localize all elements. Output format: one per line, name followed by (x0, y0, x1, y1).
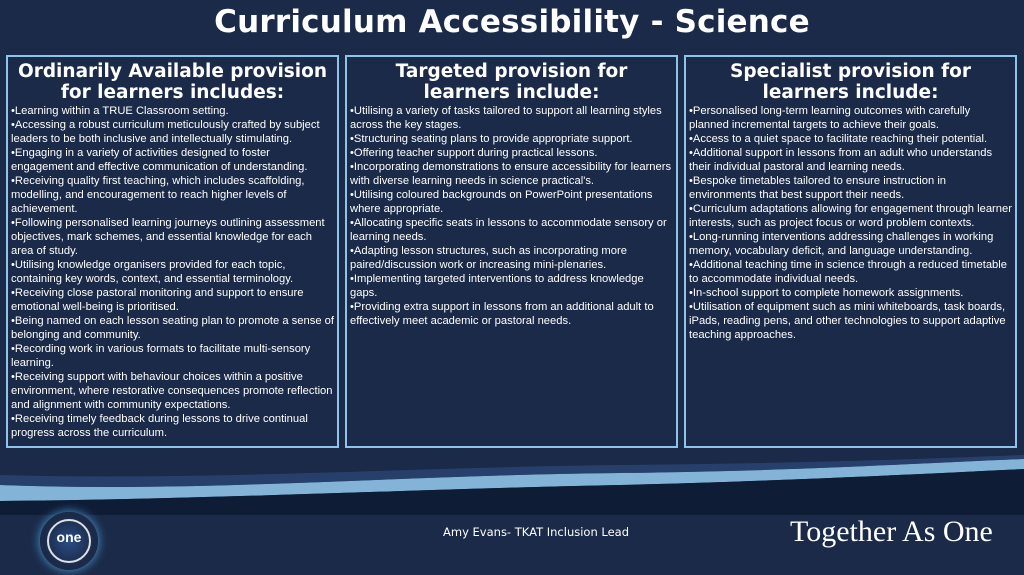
one-logo (40, 512, 98, 570)
list-item: • Additional teaching time in science through a reduced timetable to accommodate individual needs. (689, 258, 1012, 286)
list-item: • Structuring seating plans to provide appropriate support. (350, 132, 673, 146)
specialist-provision-panel (684, 55, 1017, 448)
list-item: • Additional support in lessons from an adult who understands their individual pastoral and learning needs. (689, 146, 1012, 174)
list-item: • Offering teacher support during practical lessons. (350, 146, 673, 160)
list-item: • Utilising coloured backgrounds on PowerPoint presentations where appropriate. (350, 188, 673, 216)
list-item: • In-school support to complete homework assignments. (689, 286, 1012, 300)
footer-credit: Amy Evans- TKAT Inclusion Lead (443, 525, 630, 539)
list-item: • Receiving close pastoral monitoring and support to ensure emotional well-being is prioritised. (11, 286, 334, 314)
ordinary-provision-panel (6, 55, 339, 448)
list-item: • Recording work in various formats to facilitate multi-sensory learning. (11, 342, 334, 370)
ordinary-provision-list (11, 104, 334, 440)
list-item: • Personalised long-term learning outcomes with carefully planned incremental targets to achieve their goals. (689, 104, 1012, 132)
list-item: • Following personalised learning journeys outlining assessment objectives, mark schemes, and essential knowledge for each area of study. (11, 216, 334, 258)
list-item: • Receiving support with behaviour choices within a positive environment, where restorative consequences promote reflection and alignment with community expectations. (11, 370, 334, 412)
targeted-provision-list (350, 104, 673, 328)
decorative-wave (0, 455, 1024, 515)
targeted-provision-heading: Targeted provision for learners include: (395, 61, 628, 103)
list-item: • Incorporating demonstrations to ensure accessibility for learners with diverse learning needs in science practical's. (350, 160, 673, 188)
list-item: • Receiving timely feedback during lessons to drive continual progress across the curriculum. (11, 412, 334, 440)
list-item: • Learning within a TRUE Classroom setting. (11, 104, 334, 118)
list-item: • Providing extra support in lessons from an additional adult to effectively meet academic or pastoral needs. (350, 300, 673, 328)
list-item: • Bespoke timetables tailored to ensure instruction in environments that best support their needs. (689, 174, 1012, 202)
list-item: • Engaging in a variety of activities designed to foster engagement and effective communication of understanding. (11, 146, 334, 174)
list-item: • Access to a quiet space to facilitate reaching their potential. (689, 132, 1012, 146)
list-item: • Implementing targeted interventions to address knowledge gaps. (350, 272, 673, 300)
list-item: • Receiving quality first teaching, which includes scaffolding, modelling, and encouragement to reach higher levels of achievement. (11, 174, 334, 216)
list-item: • Utilisation of equipment such as mini whiteboards, task boards, iPads, reading pens, and other technologies to support adaptive teaching approaches. (689, 300, 1012, 342)
list-item: • Being named on each lesson seating plan to promote a sense of belonging and community. (11, 314, 334, 342)
list-item: • Allocating specific seats in lessons to accommodate sensory or learning needs. (350, 216, 673, 244)
list-item: • Adapting lesson structures, such as incorporating more paired/discussion work or increasing mini-plenaries. (350, 244, 673, 272)
list-item: • Curriculum adaptations allowing for engagement through learner interests, such as project focus or word problem contexts. (689, 202, 1012, 230)
ordinary-provision-heading: Ordinarily Available provision for learners includes: (17, 61, 328, 103)
list-item: • Accessing a robust curriculum meticulously crafted by subject leaders to be both inclusive and intellectually stimulating. (11, 118, 334, 146)
logo-text: one (56, 529, 82, 545)
specialist-provision-heading: Specialist provision for learners include: (730, 61, 971, 103)
footer-motto: Together As One (790, 515, 993, 548)
list-item: • Utilising a variety of tasks tailored to support all learning styles across the key stages. (350, 104, 673, 132)
targeted-provision-panel (345, 55, 678, 448)
page-title: Curriculum Accessibility - Science (214, 4, 810, 40)
list-item: • Long-running interventions addressing challenges in working memory, vocabulary deficit, and language understanding. (689, 230, 1012, 258)
specialist-provision-list (689, 104, 1012, 342)
list-item: • Utilising knowledge organisers provided for each topic, containing key words, context, and essential terminology. (11, 258, 334, 286)
